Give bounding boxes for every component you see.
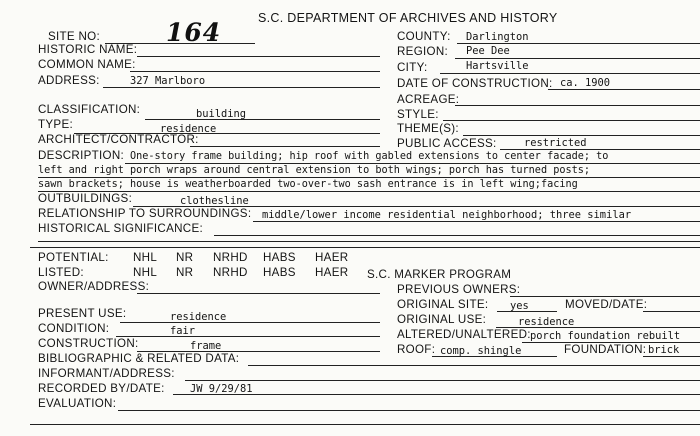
style-label: STYLE: — [397, 108, 439, 121]
informant-line — [185, 380, 700, 381]
potential-habs: HABS — [263, 251, 296, 264]
section-divider — [30, 247, 700, 248]
outbuildings-value: clothesline — [180, 195, 249, 207]
description-line-1: One-story frame building; hip roof with gabled extensions to center facade; to — [130, 151, 609, 162]
historic-name-line — [137, 56, 380, 57]
roof-label: ROOF: — [397, 343, 436, 356]
relationship-label: RELATIONSHIP TO SURROUNDINGS: — [38, 207, 252, 220]
original-use-value: residence — [518, 316, 575, 328]
site-no-value: 164 — [166, 18, 222, 47]
listed-haer: HAER — [315, 266, 349, 279]
listed-label: LISTED: — [38, 266, 84, 279]
classification-value: building — [196, 108, 247, 120]
city-label: CITY: — [397, 61, 428, 74]
region-label: REGION: — [397, 45, 449, 58]
outbuildings-label: OUTBUILDINGS: — [38, 192, 133, 205]
historical-significance-line — [214, 235, 700, 236]
informant-label: INFORMANT/ADDRESS: — [38, 367, 175, 380]
county-value: Darlington — [466, 31, 529, 43]
date-of-construction-value: ca. 1900 — [560, 77, 611, 89]
recorded-by-value: JW 9/29/81 — [190, 383, 253, 395]
address-label: ADDRESS: — [38, 74, 100, 87]
county-label: COUNTY: — [397, 30, 451, 43]
condition-value: fair — [170, 325, 196, 337]
foundation-value: brick — [648, 344, 680, 356]
county-line — [457, 43, 700, 44]
present-use-line — [120, 322, 380, 323]
construction-label: CONSTRUCTION: — [38, 337, 139, 350]
owner-address-label: OWNER/ADDRESS: — [38, 280, 150, 293]
themes-line — [463, 135, 700, 136]
potential-nhl: NHL — [133, 251, 158, 264]
acreage-label: ACREAGE: — [397, 93, 460, 106]
public-access-line — [500, 149, 700, 150]
owner-address-line — [137, 293, 380, 294]
altered-value: porch foundation rebuilt — [530, 330, 681, 342]
foundation-line — [643, 356, 700, 357]
roof-line — [432, 356, 557, 357]
type-value: residence — [160, 123, 217, 135]
present-use-label: PRESENT USE: — [38, 307, 127, 320]
themes-label: THEME(S): — [397, 122, 459, 135]
construction-value: frame — [190, 340, 222, 352]
original-site-line — [497, 311, 557, 312]
original-site-label: ORIGINAL SITE: — [397, 298, 489, 311]
moved-date-line — [643, 311, 700, 312]
foundation-label: FOUNDATION: — [564, 343, 647, 356]
potential-haer: HAER — [315, 251, 349, 264]
type-label: TYPE: — [38, 118, 74, 131]
potential-label: POTENTIAL: — [38, 251, 109, 264]
public-access-value: restricted — [524, 137, 587, 149]
altered-label: ALTERED/UNALTERED: — [397, 328, 531, 341]
bibliographic-label: BIBLIOGRAPHIC & RELATED DATA: — [38, 352, 240, 365]
date-of-construction-line — [548, 89, 700, 90]
potential-nr: NR — [176, 251, 194, 264]
evaluation-line — [118, 410, 700, 411]
previous-owners-line — [510, 296, 700, 297]
description-rule-3 — [38, 191, 700, 192]
common-name-line — [130, 71, 380, 72]
original-use-label: ORIGINAL USE: — [397, 313, 487, 326]
marker-program: S.C. MARKER PROGRAM — [367, 268, 512, 281]
city-value: Hartsville — [466, 60, 529, 72]
previous-owners-label: PREVIOUS OWNERS: — [397, 283, 521, 296]
relationship-value: middle/lower income residential neighborhood; three similar — [262, 209, 632, 221]
architect-label: ARCHITECT/CONTRACTOR: — [38, 133, 199, 146]
listed-nhl: NHL — [133, 266, 158, 279]
description-line-2: left and right porch wraps around central extension to both wings; porch has turned posts; — [38, 165, 591, 176]
common-name-label: COMMON NAME: — [38, 58, 136, 71]
date-of-construction-label: DATE OF CONSTRUCTION: — [397, 77, 553, 90]
listed-habs: HABS — [263, 266, 296, 279]
condition-label: CONDITION: — [38, 322, 110, 335]
address-line — [103, 87, 380, 88]
description-line-3: sawn brackets; house is weatherboarded two-over-two sash entrance is in left wing;facing — [38, 179, 578, 190]
evaluation-label: EVALUATION: — [38, 397, 117, 410]
bottom-rule — [30, 424, 700, 425]
classification-line — [145, 119, 380, 120]
listed-nr: NR — [176, 266, 194, 279]
architect-line — [190, 146, 380, 147]
region-line — [455, 58, 700, 59]
description-rule-1 — [125, 163, 700, 164]
bibliographic-line — [248, 365, 700, 366]
condition-line — [116, 336, 380, 337]
relationship-line — [253, 221, 700, 222]
recorded-by-line — [173, 394, 700, 395]
recorded-by-label: RECORDED BY/DATE: — [38, 382, 165, 395]
present-use-value: residence — [170, 311, 227, 323]
region-value: Pee Dee — [466, 45, 510, 57]
address-value: 327 Marlboro — [130, 75, 206, 87]
city-line — [440, 73, 700, 74]
classification-label: CLASSIFICATION: — [38, 103, 141, 116]
form-header: S.C. DEPARTMENT OF ARCHIVES AND HISTORY — [258, 11, 558, 25]
description-rule-2 — [38, 177, 700, 178]
moved-date-label: MOVED/DATE: — [565, 298, 648, 311]
original-site-value: yes — [510, 300, 529, 312]
roof-value: comp. shingle — [440, 345, 522, 357]
style-line — [443, 120, 700, 121]
potential-nrhd: NRHD — [213, 251, 248, 264]
acreage-line — [455, 105, 700, 106]
historic-name-label: HISTORIC NAME: — [38, 43, 138, 56]
historical-significance-line-2 — [38, 241, 700, 242]
listed-nrhd: NRHD — [213, 266, 248, 279]
description-label: DESCRIPTION: — [38, 149, 125, 162]
historical-significance-label: HISTORICAL SIGNIFICANCE: — [38, 222, 204, 235]
public-access-label: PUBLIC ACCESS: — [397, 137, 497, 150]
site-no-label: SITE NO: — [48, 30, 101, 43]
